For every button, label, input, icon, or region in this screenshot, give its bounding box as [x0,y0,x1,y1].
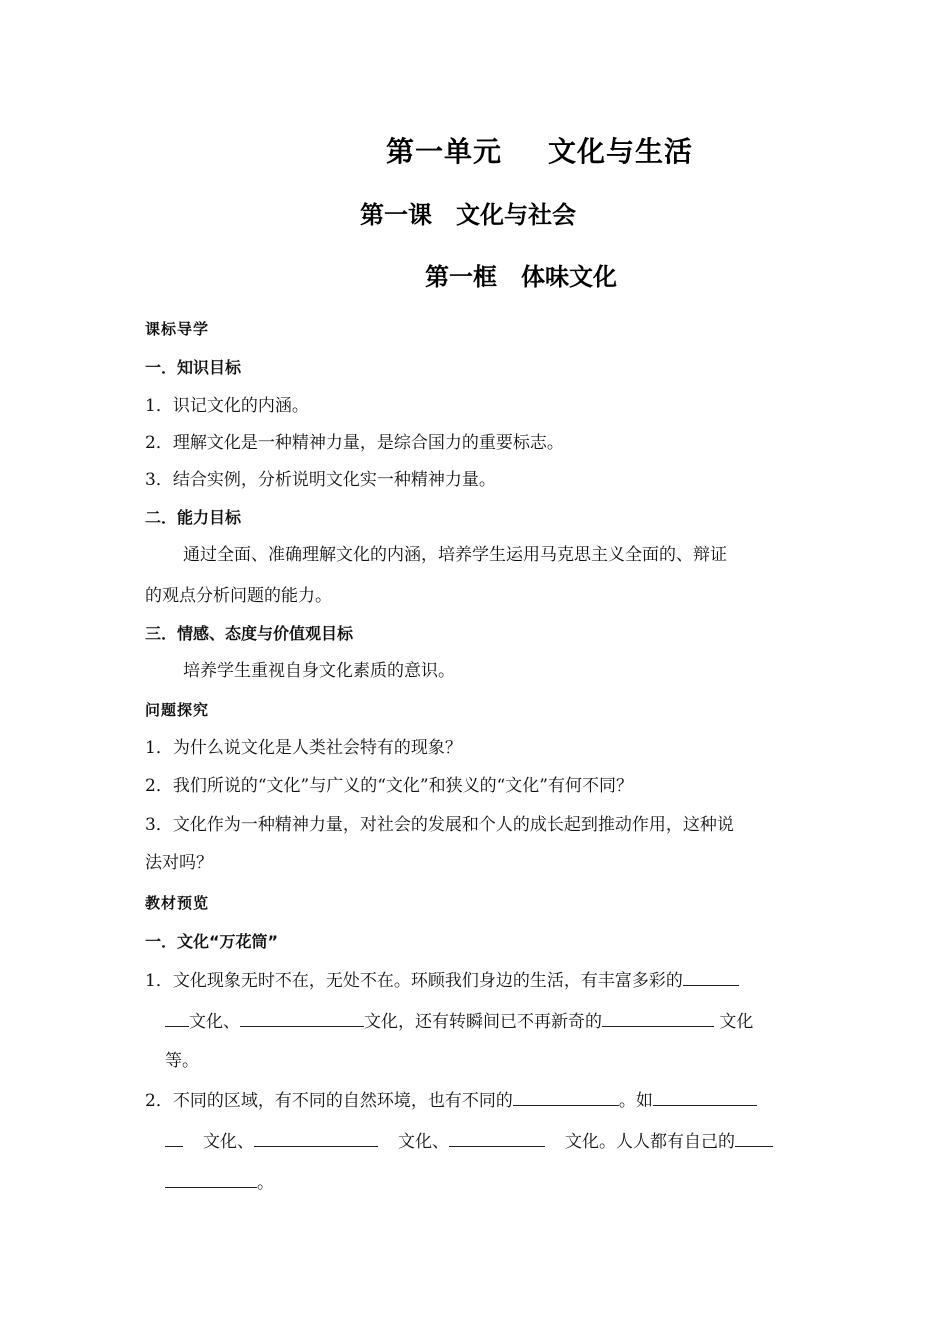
ability-text-line2: 的观点分析问题的能力。 [145,586,332,606]
unit-name: 文化与生活 [548,135,694,168]
fill-text: 文化、 [398,1132,449,1152]
fill-blank[interactable] [735,1130,773,1147]
knowledge-heading: 一．知识目标 [145,358,242,377]
fill-blank[interactable] [602,1010,714,1027]
fill-text: 文化，还有转瞬间已不再新奇的 [364,1012,602,1032]
inquiry-question-line1: 3．文化作为一种精神力量，对社会的发展和个人的成长起到推动作用，这种说 [145,815,734,835]
frame-title [425,257,617,292]
frame-number: 第一框 [425,263,497,291]
inquiry-question: 2．我们所说的“文化”与广义的“文化”和狭义的“文化”有何不同？ [145,776,633,796]
fill-text: 文化 [714,1012,754,1032]
lesson-name: 文化与社会 [456,201,576,229]
inquiry-heading: 问题探究 [145,701,210,719]
knowledge-item: 2．理解文化是一种精神力量，是综合国力的重要标志。 [145,433,564,453]
fill-text: 2．不同的区域，有不同的自然环境，也有不同的 [145,1091,513,1111]
fill-text: 。 [257,1173,274,1193]
fill-item-2-line1 [145,1089,757,1112]
fill-blank[interactable] [165,1130,183,1147]
fill-blank[interactable] [513,1089,619,1106]
inquiry-question-line2: 法对吗？ [145,853,213,873]
frame-name: 体味文化 [521,263,617,291]
fill-blank[interactable] [165,1010,189,1027]
ability-heading: 二．能力目标 [145,508,242,527]
preview-heading: 教材预览 [145,894,210,912]
fill-blank[interactable] [653,1089,757,1106]
ability-text-line1: 通过全面、准确理解文化的内涵，培养学生运用马克思主义全面的、辩证 [183,545,727,565]
unit-number: 第一单元 [386,135,503,168]
fill-blank[interactable] [254,1130,378,1147]
emotion-heading: 三．情感、态度与价值观目标 [145,624,354,643]
fill-text: 1．文化现象无时不在，无处不在。环顾我们身边的生活，有丰富多彩的 [145,971,683,991]
fill-blank[interactable] [683,969,739,986]
emotion-text: 培养学生重视自身文化素质的意识。 [183,661,455,681]
fill-text: 文化。人人都有自己的 [565,1132,735,1152]
lesson-title [360,195,576,230]
unit-title [386,130,693,170]
inquiry-question: 1．为什么说文化是人类社会特有的现象？ [145,738,462,758]
fill-item-1-line1 [145,969,739,992]
preview-subheading: 一．文化“万花筒” [145,932,279,951]
guide-heading: 课标导学 [145,320,210,338]
fill-item-2-line2 [165,1130,773,1153]
fill-item-1-line3: 等。 [165,1051,199,1071]
lesson-number: 第一课 [360,201,432,229]
fill-text: 文化、 [189,1012,240,1032]
fill-item-1-line2 [165,1010,753,1033]
fill-blank[interactable] [449,1130,545,1147]
fill-text: 。如 [618,1091,653,1111]
knowledge-item: 1．识记文化的内涵。 [145,396,309,416]
fill-item-2-line3 [165,1171,274,1194]
fill-blank[interactable] [165,1171,257,1188]
fill-blank[interactable] [240,1010,364,1027]
knowledge-item: 3．结合实例，分析说明文化实一种精神力量。 [145,470,496,490]
fill-text: 文化、 [203,1132,254,1152]
